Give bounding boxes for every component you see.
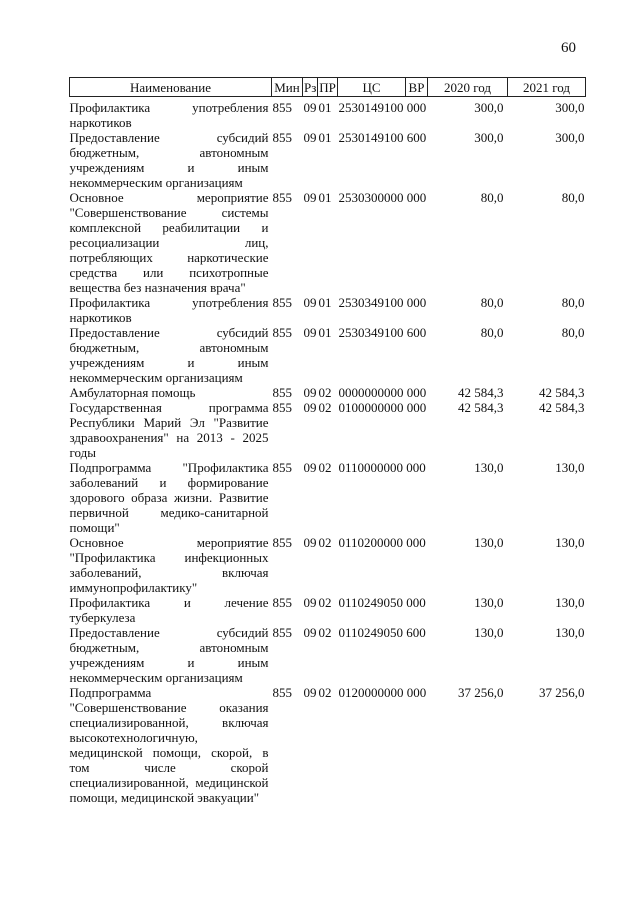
cell-rz: 09 [303,385,317,400]
cell-vr: 600 [406,325,427,340]
header-min: Мин [272,78,303,97]
cell-min: 855 [272,685,292,700]
cell-pr: 02 [318,385,332,400]
cell-name: Подпрограмма "Совершенствование оказания специализированной, включая высокотехнологичную, медицинской помощи, скорой, в том числе скорой специализированной, медицинской помощи, медицинской эвакуации" [69,685,269,805]
cell-rz: 09 [303,685,317,700]
table-row [70,595,586,625]
cell-cs: 0120000000 [338,685,404,700]
cell-pr: 01 [318,325,332,340]
cell-cs-vr [338,295,428,325]
cell-name: Профилактика употребления наркотиков [69,100,269,130]
cell-2020: 37 256,0 [458,685,504,700]
cell-cs: 0110000000 [338,460,404,475]
cell-vr: 000 [406,385,427,400]
cell-vr: 000 [406,400,427,415]
cell-2020: 130,0 [474,595,504,610]
cell-vr: 000 [406,100,427,115]
cell-min: 855 [272,400,292,415]
cell-pr: 02 [318,685,332,700]
cell-pr: 01 [318,130,332,145]
cell-cs-vr [338,535,428,595]
cell-vr: 000 [406,460,426,475]
cell-min: 855 [272,100,292,115]
cell-cs-vr [338,325,428,385]
cell-pr: 02 [318,460,332,475]
cell-name: Подпрограмма "Профилактика заболеваний и формирование здорового образа жизни. Развитие первичной медико-санитарной помощи" [69,460,269,535]
cell-name: Профилактика и лечение туберкулеза [69,595,269,625]
cell-2021: 80,0 [561,190,585,205]
table-row [70,685,586,805]
cell-2021: 300,0 [555,130,585,145]
header-rz: Рз [303,78,318,97]
budget-table [69,77,586,805]
header-pr: ПР [318,78,338,97]
cell-2021: 80,0 [561,295,585,310]
table-row [70,385,586,400]
cell-2021: 37 256,0 [539,685,585,700]
table-row [70,190,586,295]
cell-min: 855 [272,130,292,145]
table-row [70,97,586,131]
cell-cs: 0100000000 [338,400,404,415]
cell-pr: 02 [318,625,332,640]
cell-vr: 600 [406,625,426,640]
cell-cs-vr [338,625,428,685]
cell-min: 855 [272,625,292,640]
cell-2020: 42 584,3 [458,385,504,400]
page-number: 60 [561,40,576,56]
header-2020: 2020 год [428,78,508,97]
header-vr: ВР [406,78,428,97]
cell-2021: 80,0 [561,325,585,340]
cell-cs-vr [338,130,428,190]
cell-pr: 01 [318,190,332,205]
header-cs: ЦС [338,78,406,97]
cell-cs-vr [338,595,428,625]
cell-2020: 42 584,3 [458,400,504,415]
cell-2020: 300,0 [474,130,504,145]
table-row [70,130,586,190]
cell-2020: 130,0 [474,535,504,550]
cell-name: Профилактика употребления наркотиков [69,295,269,325]
cell-rz: 09 [303,400,317,415]
cell-cs: 2530149100 [338,130,404,145]
cell-cs: 0110249050 [338,595,404,610]
cell-cs: 0110200000 [338,535,404,550]
cell-vr: 000 [406,535,426,550]
cell-2021: 42 584,3 [539,400,585,415]
cell-pr: 02 [318,535,332,550]
cell-name: Основное мероприятие "Профилактика инфекционных заболеваний, включая иммунопрофилактику" [69,535,269,595]
table-row [70,325,586,385]
cell-2020: 130,0 [474,625,504,640]
cell-rz: 09 [303,460,317,475]
cell-2020: 80,0 [480,295,504,310]
cell-2020: 80,0 [480,190,504,205]
table-row [70,295,586,325]
cell-2021: 300,0 [555,100,585,115]
header-2021: 2021 год [508,78,586,97]
cell-min: 855 [272,190,292,205]
cell-cs-vr [338,385,428,400]
cell-cs-vr [338,460,428,535]
table-row [70,460,586,535]
table-header-row [70,78,586,97]
cell-vr: 600 [406,130,427,145]
cell-rz: 09 [303,100,317,115]
cell-min: 855 [272,535,292,550]
cell-rz: 09 [303,190,317,205]
cell-vr: 000 [406,685,427,700]
cell-cs: 2530149100 [338,100,404,115]
cell-min: 855 [272,460,292,475]
cell-vr: 000 [406,190,427,205]
cell-cs-vr [338,190,428,295]
cell-cs: 2530349100 [338,295,404,310]
cell-cs: 0110249050 [338,625,404,640]
cell-rz: 09 [303,295,317,310]
cell-2021: 42 584,3 [539,385,585,400]
cell-cs-vr [338,97,428,131]
table-row [70,625,586,685]
cell-2021: 130,0 [555,595,585,610]
cell-2020: 130,0 [474,460,504,475]
cell-min: 855 [272,595,292,610]
cell-pr: 02 [318,400,332,415]
cell-rz: 09 [303,625,317,640]
cell-rz: 09 [303,325,317,340]
table-row [70,400,586,460]
cell-name: Предоставление субсидий бюджетным, автономным учреждениям и иным некоммерческим организациям [69,625,269,685]
cell-vr: 000 [406,295,427,310]
cell-min: 855 [272,325,292,340]
cell-rz: 09 [303,130,317,145]
cell-cs: 2530349100 [338,325,404,340]
header-name: Наименование [70,78,272,97]
cell-min: 855 [272,295,292,310]
cell-rz: 09 [303,535,317,550]
cell-name: Предоставление субсидий бюджетным, автономным учреждениям и иным некоммерческим организациям [69,325,269,385]
cell-cs: 0000000000 [338,385,404,400]
cell-name: Государственная программа Республики Марий Эл "Развитие здравоохранения" на 2013 - 2025 годы [69,400,269,460]
cell-cs-vr [338,400,428,460]
cell-2020: 80,0 [480,325,504,340]
cell-name: Предоставление субсидий бюджетным, автономным учреждениям и иным некоммерческим организациям [69,130,269,190]
cell-cs: 2530300000 [338,190,404,205]
cell-2021: 130,0 [555,625,585,640]
cell-vr: 000 [406,595,426,610]
cell-2021: 130,0 [555,535,585,550]
cell-2021: 130,0 [555,460,585,475]
table-row [70,535,586,595]
cell-min: 855 [272,385,292,400]
cell-rz: 09 [303,595,317,610]
cell-name: Амбулаторная помощь [69,385,196,400]
cell-name: Основное мероприятие "Совершенствование системы комплексной реабилитации и ресоциализации лиц, потребляющих наркотические средства или психотропные вещества без назначения врача" [69,190,269,295]
cell-2020: 300,0 [474,100,504,115]
table-body [70,97,586,806]
cell-pr: 01 [318,100,332,115]
cell-pr: 01 [318,295,332,310]
cell-cs-vr [338,685,428,805]
cell-pr: 02 [318,595,332,610]
